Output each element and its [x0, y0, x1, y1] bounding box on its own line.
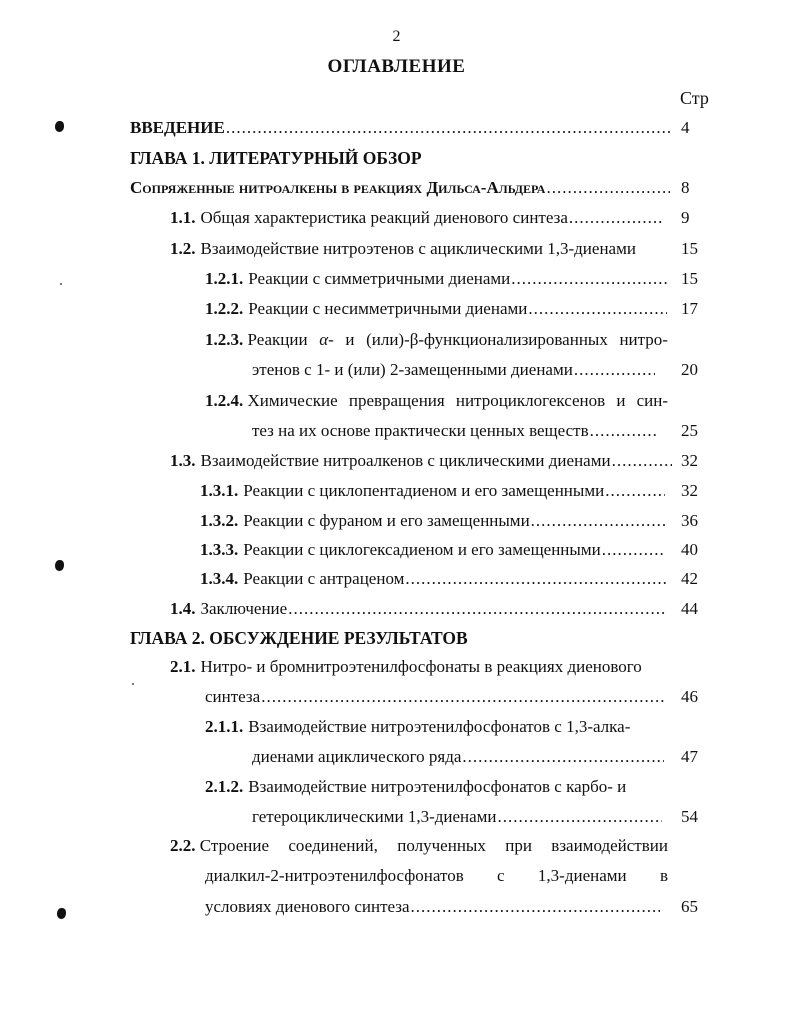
section-number: 2.1.2.: [205, 777, 244, 796]
toc-word: при: [505, 836, 532, 855]
toc-entry-label: Заключение: [200, 599, 288, 618]
toc-word: нитро-: [619, 330, 668, 349]
toc-word: взаимодействии: [551, 836, 668, 855]
toc-page-number: 15: [681, 269, 698, 288]
scan-mark: [55, 121, 64, 132]
chapter-heading-1: ГЛАВА 1. ЛИТЕРАТУРНЫЙ ОБЗОР: [130, 148, 422, 168]
scan-mark: [55, 560, 64, 571]
toc-entry-intro: [130, 117, 670, 139]
section-number: 2.2.: [170, 836, 196, 855]
section-number: 1.2.3.: [205, 330, 244, 349]
toc-entry-1-2-4-line2: [252, 420, 659, 442]
toc-page-number: 47: [681, 747, 698, 766]
section-number: 1.3.2.: [200, 511, 239, 530]
toc-entry-1-2: [170, 238, 670, 260]
toc-entry-label: синтеза: [205, 687, 261, 706]
scan-dot: [60, 283, 62, 285]
toc-entry-label: Взаимодействие нитроэтенилфосфонатов с 1,3-алка-: [248, 717, 631, 736]
section-number: 1.3.3.: [200, 540, 239, 559]
toc-page-number: 4: [681, 118, 690, 137]
toc-word: Реакции: [247, 330, 308, 349]
toc-entry-label: этенов с 1- и (или) 2-замещенными диенами: [252, 360, 573, 379]
toc-entry-label: Реакции с циклогексадиеном и его замещенными: [243, 540, 601, 559]
toc-word: Строение: [199, 836, 269, 855]
toc-word: нитроциклогексенов: [455, 391, 606, 410]
toc-entry-label: гетероциклическими 1,3-диенами: [252, 807, 497, 826]
toc-entry-label: Взаимодействие нитроэтенилфосфонатов с карбо- и: [248, 777, 627, 796]
toc-entry-2-1-2-line1: [205, 776, 670, 798]
toc-entry-2-1-1-line2: [252, 746, 664, 768]
toc-entry-2-2-line2: [205, 865, 668, 887]
section-number: 1.1.: [170, 208, 196, 227]
toc-entry-label: диенами ациклического ряда: [252, 747, 462, 766]
toc-word: Химические: [247, 391, 338, 410]
toc-entry-1-3-1: [200, 480, 665, 502]
toc-page-number: 40: [681, 540, 698, 559]
toc-entry-1-2-2: [205, 298, 667, 320]
toc-entry-label: Реакции с циклопентадиеном и его замещенными: [243, 481, 605, 500]
scan-mark: [57, 908, 66, 919]
toc-entry-1-3: [170, 450, 672, 472]
toc-entry-label: Реакции с фураном и его замещенными: [243, 511, 530, 530]
chapter-heading-2: ГЛАВА 2. ОБСУЖДЕНИЕ РЕЗУЛЬТАТОВ: [130, 628, 468, 648]
toc-word: соединений,: [288, 836, 378, 855]
toc-page-number: 36: [681, 511, 698, 530]
toc-word: диалкил-2-нитроэтенилфосфонатов: [205, 866, 464, 885]
section-number: 2.1.1.: [205, 717, 244, 736]
toc-word: син-: [636, 391, 668, 410]
toc-entry-label: тез на их основе практически ценных веществ: [252, 421, 589, 440]
page-title: ОГЛАВЛЕНИЕ: [327, 56, 466, 77]
scan-dot: [132, 683, 134, 685]
toc-entry-1-2-1: [205, 268, 667, 290]
toc-page-number: 42: [681, 569, 698, 588]
toc-entry-label: Реакции с антраценом: [243, 569, 405, 588]
toc-entry-ch1-sub: [130, 177, 670, 199]
section-number: 1.2.: [170, 239, 196, 258]
section-number: 1.3.1.: [200, 481, 239, 500]
section-number: 1.2.1.: [205, 269, 244, 288]
toc-word: и: [616, 391, 626, 410]
toc-entry-2-1-line1: [170, 656, 670, 678]
toc-page-number: 15: [681, 239, 698, 258]
toc-word: в: [659, 866, 668, 885]
toc-page-number: 25: [681, 421, 698, 440]
toc-word: и: [345, 330, 355, 349]
section-number: 1.4.: [170, 599, 196, 618]
page-number: 2: [392, 28, 401, 45]
toc-entry-label: Реакции с симметричными диенами: [248, 269, 511, 288]
toc-page-number: 65: [681, 897, 698, 916]
page-column-label: Стр: [680, 88, 709, 108]
section-number: 2.1.: [170, 657, 196, 676]
toc-word: превращения: [348, 391, 445, 410]
toc-page-number: 9: [681, 208, 690, 227]
toc-entry-label: Взаимодействие нитроэтенов с ациклическими 1,3-диенами: [200, 239, 636, 258]
toc-entry-1-3-3: [200, 539, 665, 561]
toc-page-number: 20: [681, 360, 698, 379]
toc-page-number: 32: [681, 451, 698, 470]
toc-page-number: 44: [681, 599, 698, 618]
toc-entry-label: Сопряженные нитроалкены в реакциях Дильса-Альдера: [130, 178, 546, 197]
toc-entry-1-2-3-line2: [252, 359, 655, 381]
toc-entry-label: ВВЕДЕНИЕ: [130, 118, 225, 137]
toc-entry-1-4: [170, 598, 666, 620]
toc-page-number: 32: [681, 481, 698, 500]
section-number: 1.3.4.: [200, 569, 239, 588]
toc-entry-2-2-line3: [205, 896, 660, 918]
section-number: 1.2.2.: [205, 299, 244, 318]
section-number: 1.3.: [170, 451, 196, 470]
toc-entry-2-1-2-line2: [252, 806, 662, 828]
toc-page-number: 46: [681, 687, 698, 706]
toc-page-number: 17: [681, 299, 698, 318]
toc-entry-1-2-4-line1: [205, 390, 668, 412]
toc-entry-1-2-3-line1: [205, 329, 668, 351]
toc-page-number: 54: [681, 807, 698, 826]
toc-entry-2-2-line1: [170, 835, 668, 857]
toc-entry-2-1-1-line1: [205, 716, 670, 738]
toc-word: (или)-β-функционализированных: [366, 330, 608, 349]
toc-word: полученных: [397, 836, 486, 855]
toc-entry-label: условиях диенового синтеза: [205, 897, 410, 916]
toc-word: α-: [319, 330, 334, 349]
toc-entry-label: Общая характеристика реакций диенового синтеза: [200, 208, 568, 227]
toc-entry-2-1-line2: [205, 686, 665, 708]
toc-entry-label: Реакции с несимметричными диенами: [248, 299, 528, 318]
toc-entry-label: Взаимодействие нитроалкенов с циклическими диенами: [200, 451, 611, 470]
toc-entry-1-3-2: [200, 510, 665, 532]
toc-entry-label: Нитро- и бромнитроэтенилфосфонаты в реакциях диенового: [200, 657, 642, 676]
toc-word: с: [497, 866, 505, 885]
toc-page-number: 8: [681, 178, 690, 197]
toc-entry-1-1: [170, 207, 662, 229]
section-number: 1.2.4.: [205, 391, 244, 410]
toc-entry-1-3-4: [200, 568, 666, 590]
toc-word: 1,3-диенами: [537, 866, 627, 885]
